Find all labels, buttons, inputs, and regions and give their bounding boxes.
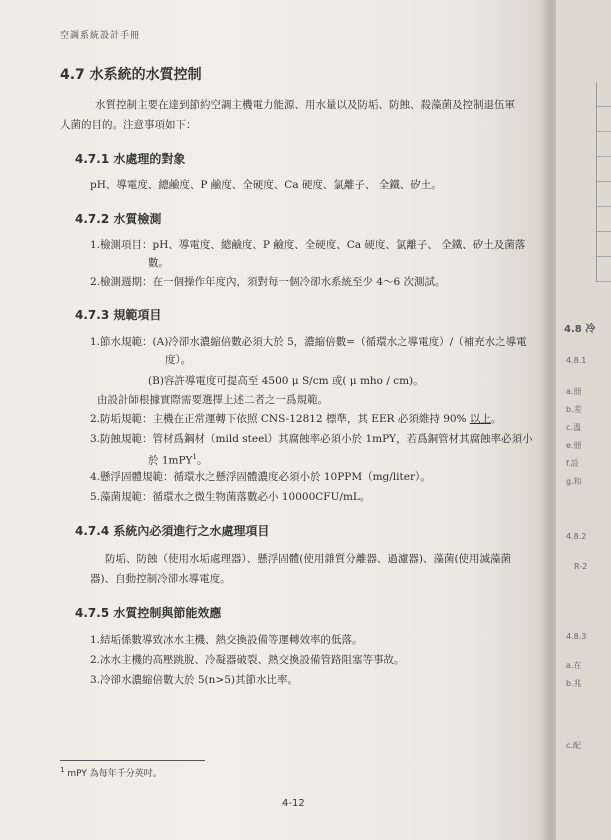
footnote: $^1$ mPY 為每年千分英吋。 (60, 766, 162, 779)
footnote-divider (60, 760, 205, 761)
adjacent-letter: f.設 (566, 459, 579, 468)
adjacent-letter: b.兆 (566, 679, 582, 688)
subsection-4-7-5-title: 4.7.5 水質控制與節能效應 (75, 606, 222, 620)
detection-item-1-line-1: 1.檢測項目：pH、導電度、總鹼度、P 鹼度、全硬度、Ca 硬度、氯離子、 全鐵、矽土及菌落 (90, 239, 526, 251)
adjacent-sub-2: 4.8.2 (566, 532, 587, 541)
adjacent-letter: a.在 (566, 661, 582, 670)
effect-item-3: 3.冷卻水濃縮倍數大於 5(n>5)其節水比率。 (90, 674, 298, 686)
spec-item-2: 2.防垢規範：主機在正常運轉下依照 CNS-12812 標準，其 EER 必須維持 90% 以上。 (90, 413, 502, 425)
spec-item-4: 4.懸浮固體規範：循環水之懸浮固體濃度必須小於 10PPM（mg/liter）。 (90, 471, 431, 483)
subsection-4-7-4-title: 4.7.4 系統內必須進行之水處理項目 (75, 524, 270, 538)
spec-item-1-line-1: 1.節水規範：(A)冷卻水濃縮倍數必須大於 5，濃縮倍數=（循環水之導電度）/（補充水之導電 (90, 336, 527, 348)
spec-item-3-line-2: 於 1mPY$^1$。 (148, 453, 208, 467)
intro-line-2: 人菌的目的。注意事項如下： (60, 119, 197, 131)
page-number: 4-12 (282, 798, 305, 809)
adjacent-table-edge (596, 82, 611, 282)
subsection-4-7-1-title: 4.7.1 水處理的對象 (75, 152, 186, 166)
adjacent-sub-1: 4.8.1 (566, 356, 587, 365)
adjacent-letter: e.冊 (566, 441, 582, 450)
detection-item-1-line-2: 數。 (148, 257, 169, 269)
adjacent-letter: c.配 (566, 741, 581, 750)
subsection-4-7-2-title: 4.7.2 水質檢測 (75, 212, 162, 226)
spec-item-1-note: 由設計師根據實際需要選擇上述二者之一爲規範。 (97, 394, 328, 406)
running-head: 空調系統設計手冊 (60, 31, 141, 41)
adjacent-letter: g.和 (566, 477, 582, 486)
detection-item-2: 2.檢測週期：在一個操作年度內，須對每一個冷卻水系統至少 4～6 次測試。 (90, 276, 446, 288)
adjacent-r2: R-2 (574, 562, 588, 571)
adjacent-heading: 4.8 冷 (564, 324, 596, 335)
subsection-4-7-1-text: pH、導電度、總鹼度、P 鹼度、全硬度、Ca 硬度、氯離子、 全鐵、矽土。 (90, 179, 442, 191)
treatment-line-2: 器)、自動控制冷卻水導電度。 (90, 573, 231, 585)
treatment-line-1: 防垢、防蝕（使用水垢處理器）、懸浮固體(使用雜質分離器、過濾器)、藻菌(使用滅藻菌 (105, 553, 512, 565)
section-title: 4.7 水系統的水質控制 (60, 67, 202, 83)
subsection-4-7-3-title: 4.7.3 規範項目 (75, 308, 162, 322)
adjacent-sub-3: 4.8.3 (566, 632, 587, 641)
adjacent-letter: c.溫 (566, 423, 581, 432)
adjacent-letter: a.冊 (566, 387, 582, 396)
spec-item-3-line-1: 3.防蝕規範：管材爲鋼材（mild steel）其腐蝕率必須小於 1mPY，若爲銅管材其腐蝕率必須小 (90, 433, 533, 445)
adjacent-page-edge (556, 0, 611, 840)
spec-item-5: 5.藻菌規範：循環水之微生物菌落數必小 10000CFU/mL。 (90, 491, 371, 503)
footnote-ref: 1 (192, 453, 197, 461)
spec-item-1-line-2: 度）。 (165, 354, 192, 366)
spec-item-1-b: (B)容許導電度可提高至 4500 μ S/cm 或( μ mho / cm)。 (148, 375, 424, 387)
adjacent-letter: b.差 (566, 405, 582, 414)
effect-item-1: 1.結垢係數導致冰水主機、熱交換設備等運轉效率的低落。 (90, 634, 363, 646)
effect-item-2: 2.冰水主機的高壓跳脫、冷凝器破裂、熱交換設備管路阻塞等事故。 (90, 654, 405, 666)
intro-line-1: 水質控制主要在達到節約空調主機電力能源、用水量以及防垢、防蝕、殺藻菌及控制退伍軍 (95, 99, 515, 111)
